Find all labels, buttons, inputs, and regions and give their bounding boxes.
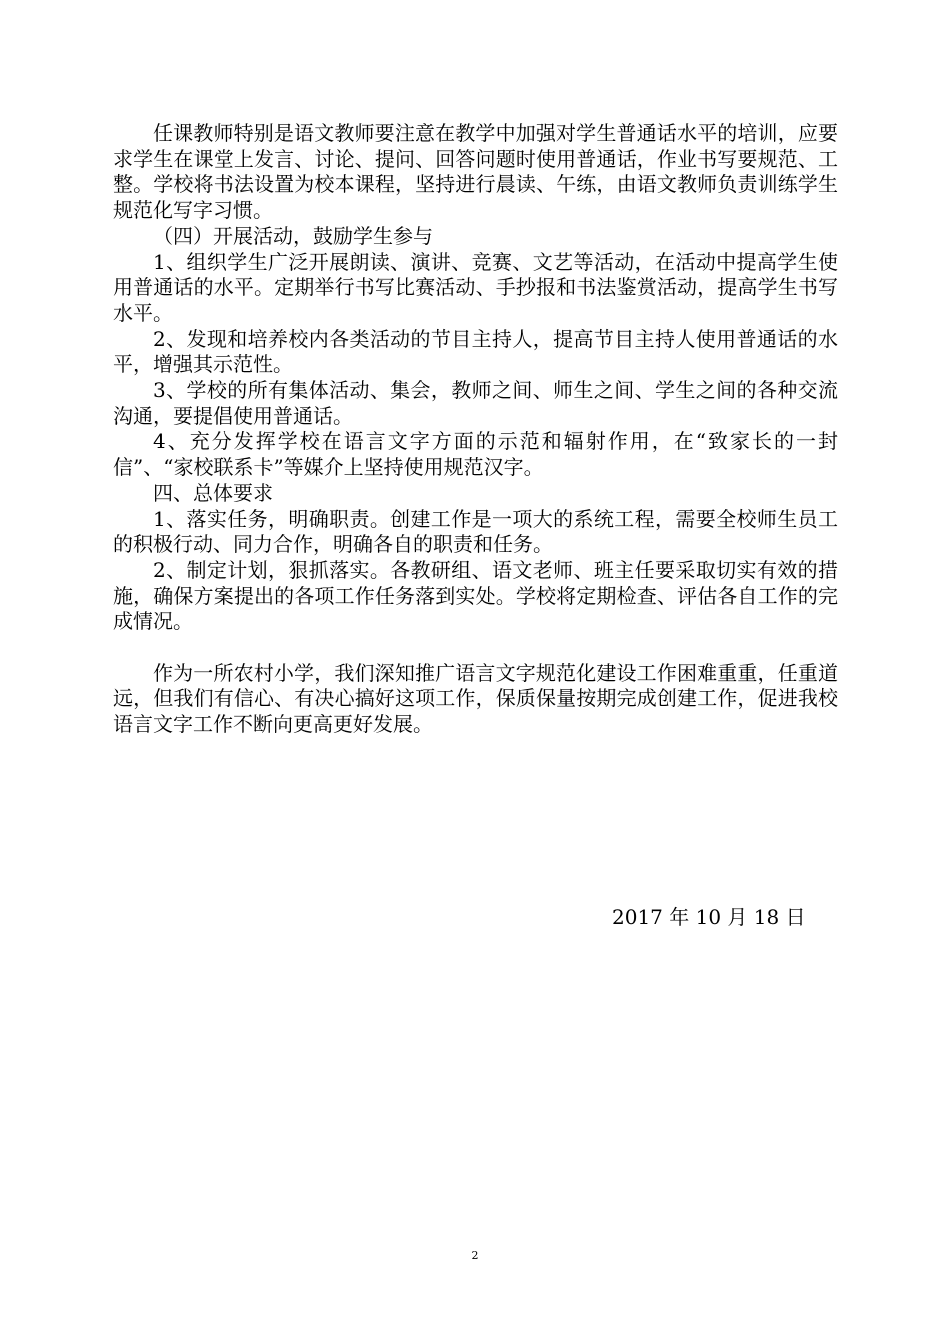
section-heading-activities: （四）开展活动，鼓励学生参与 [153,223,433,248]
paragraph-teacher-training: 任课教师特别是语文教师要注意在教学中加强对学生普通话水平的培训，应要求学生在课堂上发言、讨论、提问、回答问题时使用普通话，作业书写要规范、工整。学校将书法设置为校本课程，坚持进行晨读、午练，由语文教师负责训练学生规范化写字习惯。 [113,121,838,223]
paragraph-requirement-1: 1、落实任务，明确职责。创建工作是一项大的系统工程，需要全校师生员工的积极行动、同力合作，明确各自的职责和任务。 [113,506,838,557]
paragraph-conclusion: 作为一所农村小学，我们深知推广语言文字规范化建设工作困难重重，任重道远，但我们有信心、有决心搞好这项工作，保质保量按期完成创建工作，促进我校语言文字工作不断向更高更好发展。 [113,660,838,737]
paragraph-activity-1: 1、组织学生广泛开展朗读、演讲、竞赛、文艺等活动，在活动中提高学生使用普通话的水平。定期举行书写比赛活动、手抄报和书法鉴赏活动，提高学生书写水平。 [113,249,838,325]
paragraph-activity-3: 3、学校的所有集体活动、集会，教师之间、师生之间、学生之间的各种交流沟通，要提倡使用普通话。 [113,378,838,428]
document-body [113,121,838,738]
paragraph-requirement-2: 2、制定计划，狠抓落实。各教研组、语文老师、班主任要采取切实有效的措施，确保方案提出的各项工作任务落到实处。学校将定期检查、评估各自工作的完成情况。 [113,557,838,634]
paragraph-activity-4: 4、充分发挥学校在语言文字方面的示范和辐射作用，在“致家长的一封信”、“家校联系卡”等媒介上坚持使用规范汉字。 [113,429,838,480]
document-date: 2017 年 10 月 18 日 [612,905,806,929]
paragraph-activity-2: 2、发现和培养校内各类活动的节目主持人，提高节目主持人使用普通话的水平，增强其示范性。 [113,326,838,377]
page-number: 2 [471,1249,479,1262]
section-heading-requirements: 四、总体要求 [153,480,273,505]
